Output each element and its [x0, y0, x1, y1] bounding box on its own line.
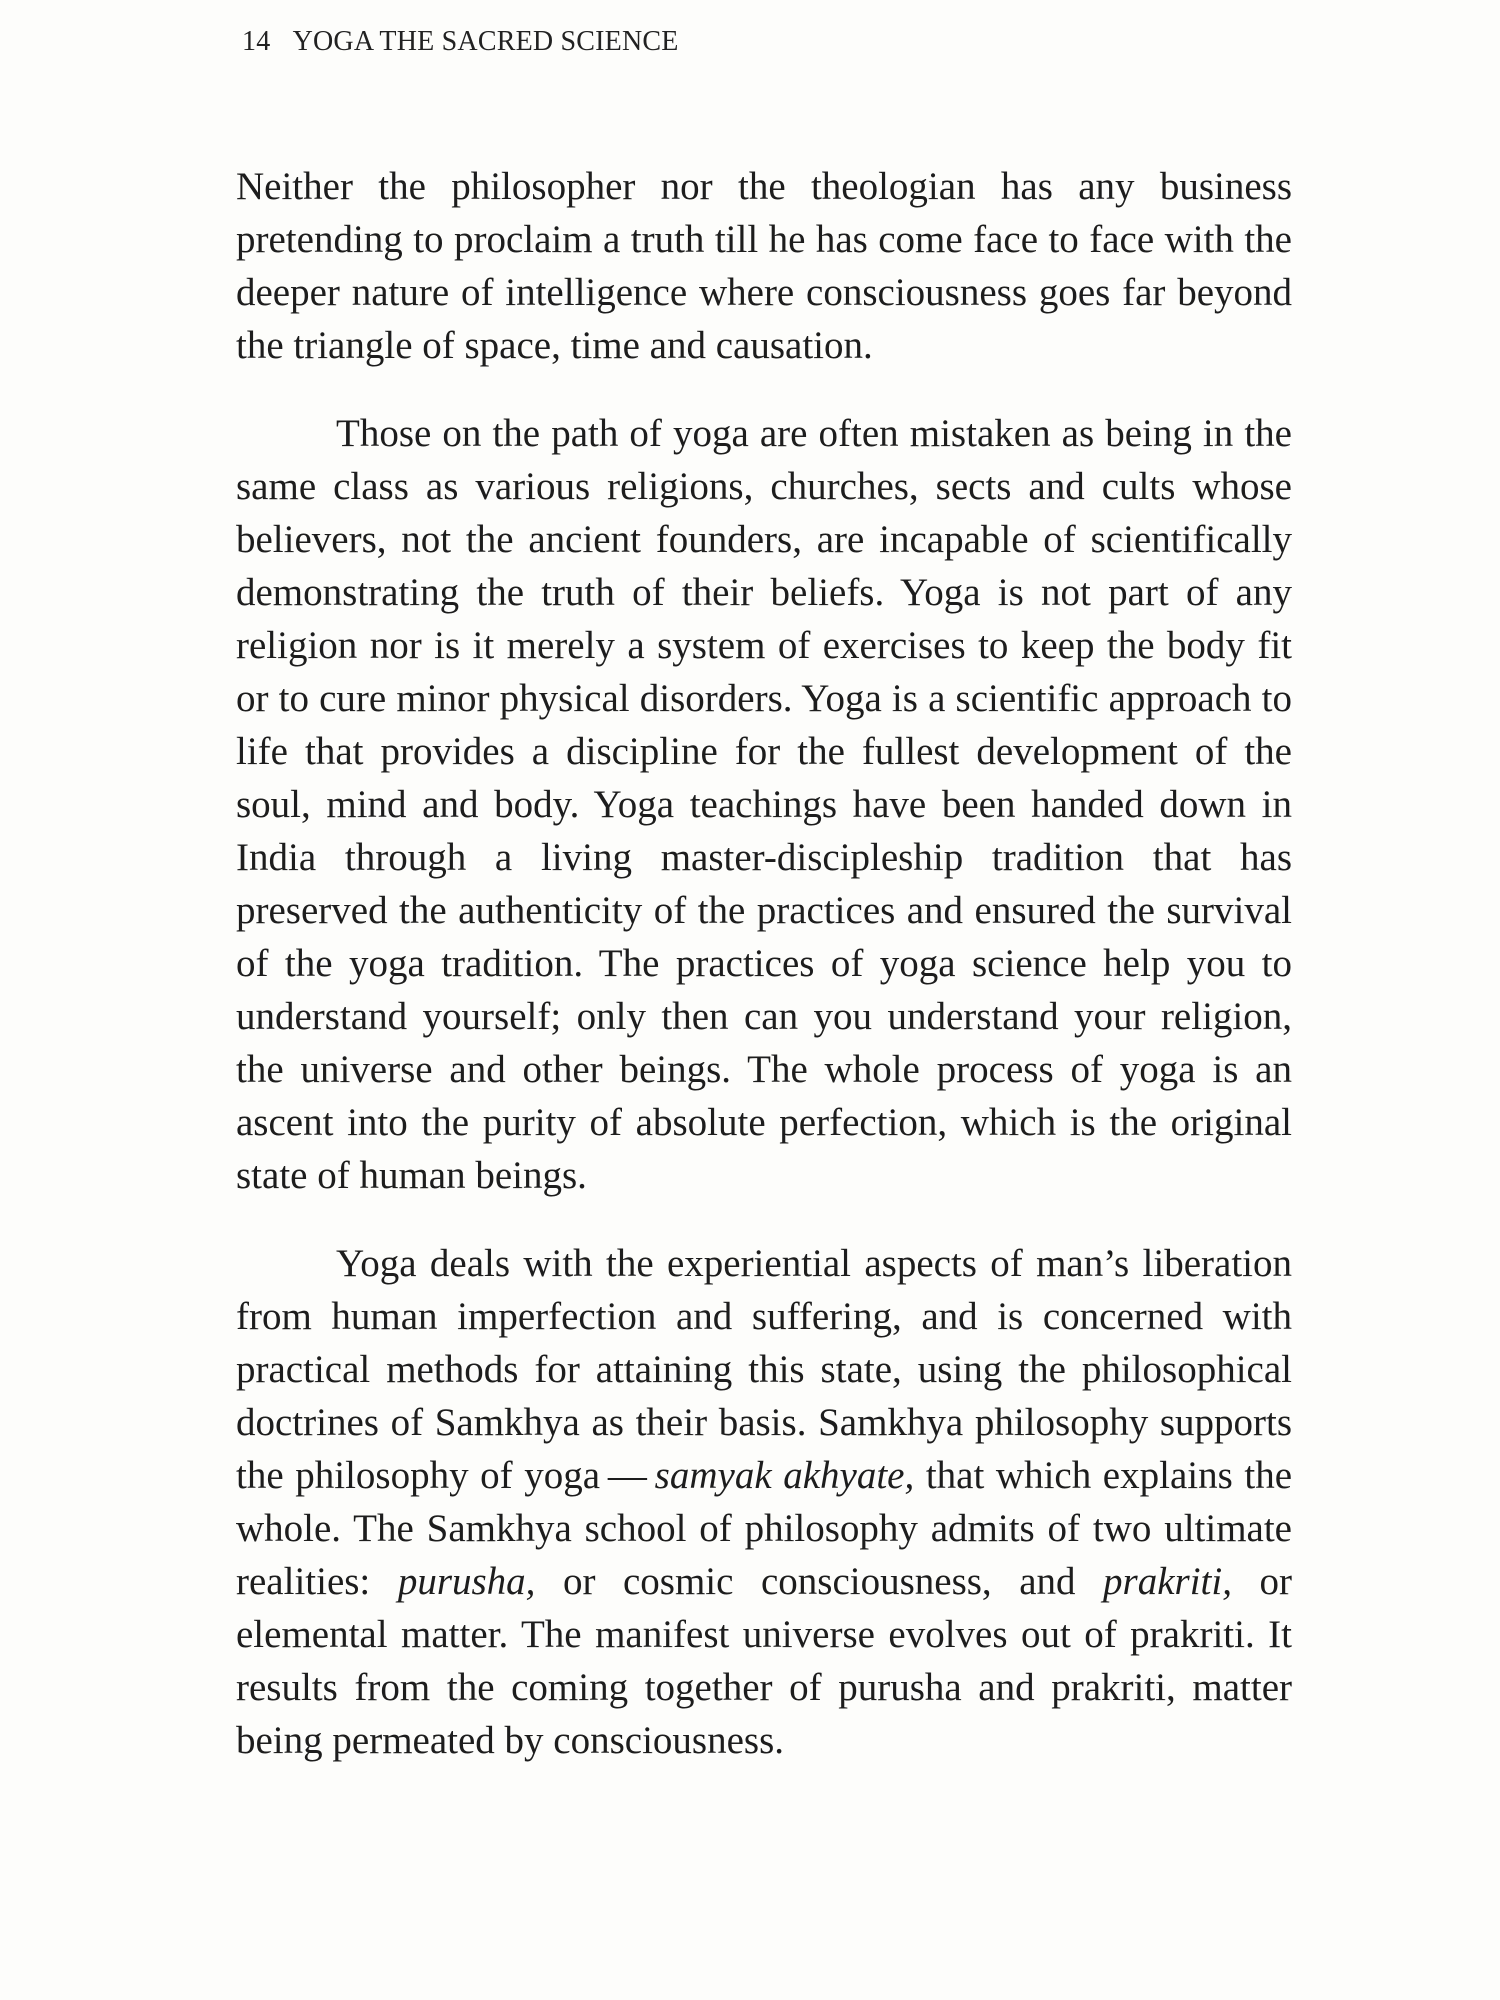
page-number: 14 [242, 26, 271, 57]
term-prakriti: prakriti, [1103, 1560, 1232, 1603]
running-title: YOGA THE SACRED SCIENCE [292, 26, 679, 57]
paragraph-3-text-2: that which explains the whole. The Samkhya school of philosophy admits of two ultimate realities: [236, 1454, 1293, 1603]
body-text [236, 160, 1292, 1767]
term-samyak-akhyate: samyak akhyate, [654, 1454, 915, 1497]
paragraph-1: Neither the philosopher nor the theologian has any business pretending to proclaim a truth till he has come face to face with the deeper nature of intelligence where consciousness goes far beyond the triangle of space, time and causation. [236, 165, 1292, 367]
running-header [242, 26, 679, 58]
paragraph-3 [236, 1237, 1292, 1767]
paragraph-2: Those on the path of yoga are often mistaken as being in the same class as various religions, churches, sects and cults whose believers, not the ancient founders, are incapable of scientifically demonstrating the truth of their beliefs. Yoga is not part of any religion nor is it merely a system of exercises to keep the body fit or to cure minor physical disorders. Yoga is a scientific approach to life that provides a discipline for the fullest development of the soul, mind and body. Yoga teachings have been handed down in India through a living master-discipleship tradition that has preserved the authenticity of the practices and ensured the survival of the yoga tradition. The practices of yoga science help you to understand yourself; only then can you understand your religion, the universe and other beings. The whole process of yoga is an ascent into the purity of absolute perfection, which is the original state of human beings. [236, 412, 1292, 1197]
paragraph-3-text-3: or cosmic consciousness, and [535, 1560, 1104, 1603]
paragraph-3-text-1: Yoga deals with the experiential aspects of man’s liberation from human imperfection and suffering, and is concerned with practical methods for attaining this state, using the philosophical doctrines of Samkhya as their basis. Samkhya philosophy supports the philosophy of yoga — [236, 1242, 1292, 1497]
paragraph-3-text-4: or elemental matter. The manifest universe evolves out of prakriti. It results from the coming together of purusha and prakriti, matter being permeated by consciousness. [236, 1560, 1292, 1762]
term-purusha: purusha, [397, 1560, 536, 1603]
